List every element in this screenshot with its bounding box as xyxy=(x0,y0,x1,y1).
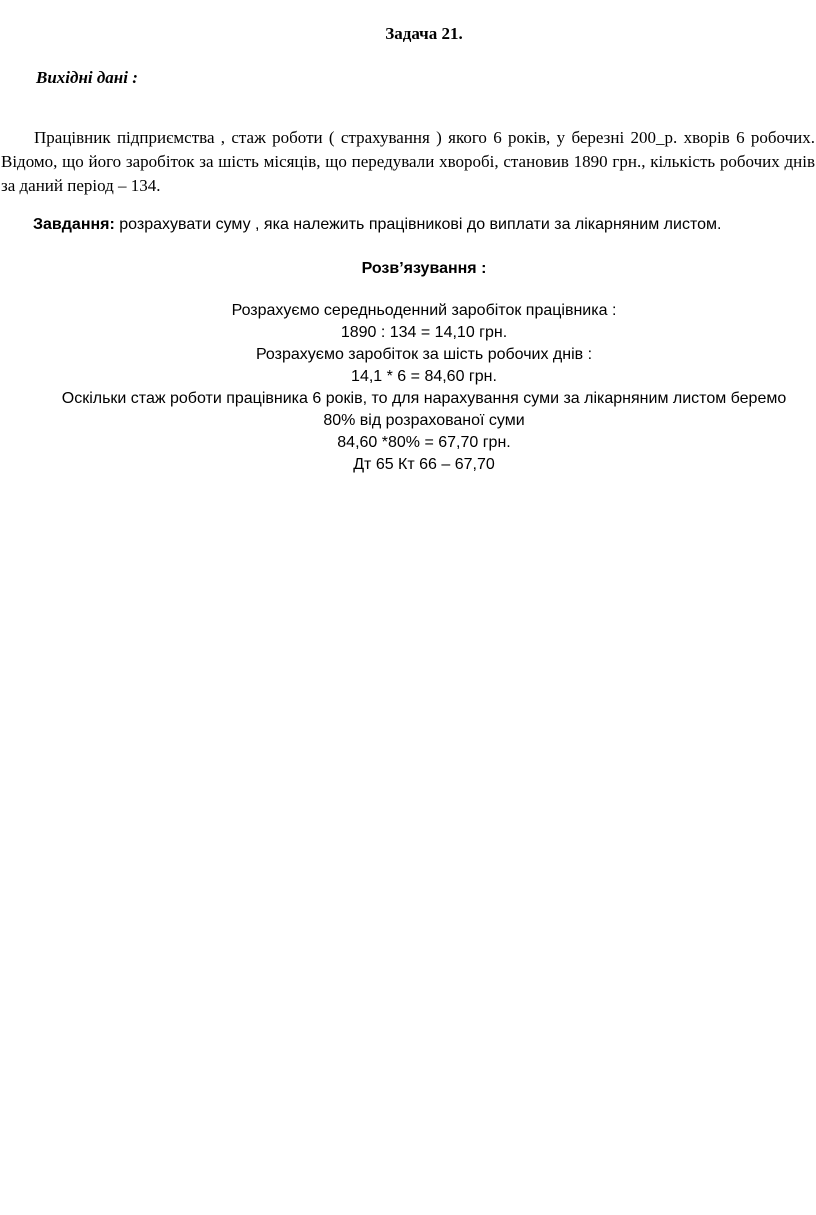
solution-line: 84,60 *80% = 67,70 грн. xyxy=(337,434,511,451)
solution-body xyxy=(0,300,816,476)
task-text: розрахувати суму , яка належить працівникові до виплати за лікарняним листом. xyxy=(114,216,722,233)
solution-line: 1890 : 134 = 14,10 грн. xyxy=(340,324,508,341)
solution-line: 14,1 * 6 = 84,60 грн. xyxy=(351,368,497,385)
solution-line: Розрахуємо заробіток за шість робочих днів : xyxy=(255,346,593,363)
solution-line: Оскільки стаж роботи працівника 6 років, то для нарахування суми за лікарняним листом беремо xyxy=(61,390,787,407)
solution-heading: Розв’язування : xyxy=(361,260,487,277)
problem-statement: Працівник підприємства , стаж роботи ( страхування ) якого 6 років, у березні 200_р. хворів 6 робочих. Відомо, що його заробіток за шість місяців, що передували хворобі, становив 1890 грн., кількість робочих днів за даний період – 134. xyxy=(1,128,815,195)
given-data-label: Вихідні дані : xyxy=(36,68,138,87)
task-label: Завдання: xyxy=(33,216,115,233)
solution-line: 80% від розрахованої суми xyxy=(323,412,525,429)
solution-line: Розрахуємо середньоденний заробіток працівника : xyxy=(231,302,617,319)
task-statement xyxy=(33,216,721,234)
solution-line: Дт 65 Кт 66 – 67,70 xyxy=(353,456,495,473)
problem-title: Задача 21. xyxy=(385,24,463,43)
